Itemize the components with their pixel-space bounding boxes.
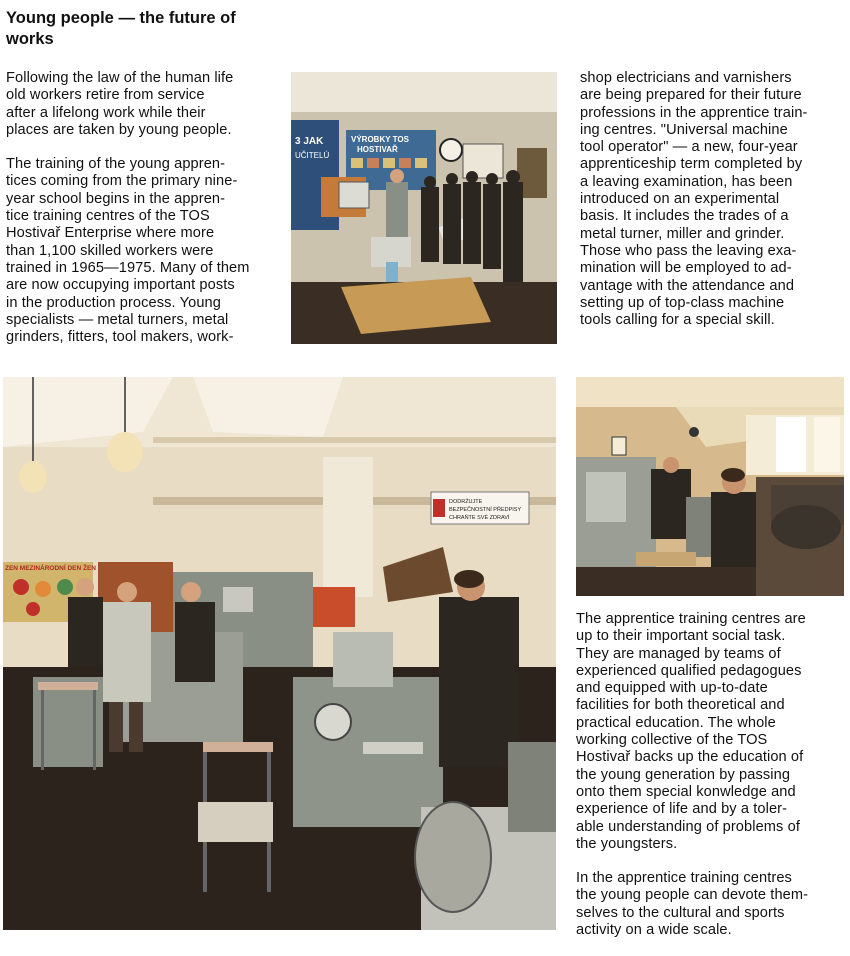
paragraph: shop electricians and varnishers are being prepared for their future professions in the apprentice train- ing centres. "Universal machine tool operator" — a new, four-year apprenticeship term completed by a leaving examination, has been introduced on an experimental basis. It includes the trades of a metal turner, miller and grinder. Those who pass the leaving exa- mination will be employed to ad- vantage with the attendance and setting up of top-class machine tools calling for a special skill.	[580, 70, 808, 329]
column-left	[6, 70, 281, 363]
poster-text: ZEN MEZINÁRODNÍ DEN ŽEN	[5, 565, 96, 572]
machine-hall-photo	[576, 377, 844, 596]
paragraph: In the apprentice training centres the young people can devote them- selves to the cultural and sports activity on a wide scale.	[576, 870, 809, 939]
board-text: UČITELÚ	[295, 151, 330, 160]
sign-text: DODRŽUJTE	[449, 499, 483, 505]
sign-text: BEZPEČNOSTNÍ PŘEDPISY	[449, 507, 522, 513]
board-text: 3 JAK	[295, 136, 324, 147]
sign-text: CHRAŇTE SVÉ ZDRAVÍ	[449, 515, 510, 521]
board-text: VÝROBKY TOS	[351, 135, 409, 144]
paragraph: Following the law of the human life old workers retire from service after a lifelong work while their places are taken by young people.	[6, 70, 234, 138]
page-title: Young people — the future of works	[6, 9, 236, 48]
column-bottom-right	[576, 611, 846, 956]
classroom-photo	[291, 72, 557, 344]
paragraph: The apprentice training centres are up to their important social task. They are managed by teams of experienced qualified pedagogues and equipped with up-to-date facilities for both theoretical and practical education. The whole working collective of the TOS Hostivař backs up the education of the young generation by passing onto them special konwledge and experience of life and by a toler- able understanding of problems of the youngsters.	[576, 611, 806, 852]
paragraph: The training of the young appren- tices coming from the primary nine- year school begins in the appren- tice training centres of the TOS Hostivař Enterprise where more than 1,100 skilled workers were trained in 1965—1975. Many of them are now occupying important posts in the production process. Young specialists — metal turners, metal grinders, fitters, tool makers, work-	[6, 156, 250, 346]
column-right	[580, 70, 845, 346]
board-text: HOSTIVAŘ	[357, 145, 398, 154]
workshop-photo	[3, 377, 556, 930]
